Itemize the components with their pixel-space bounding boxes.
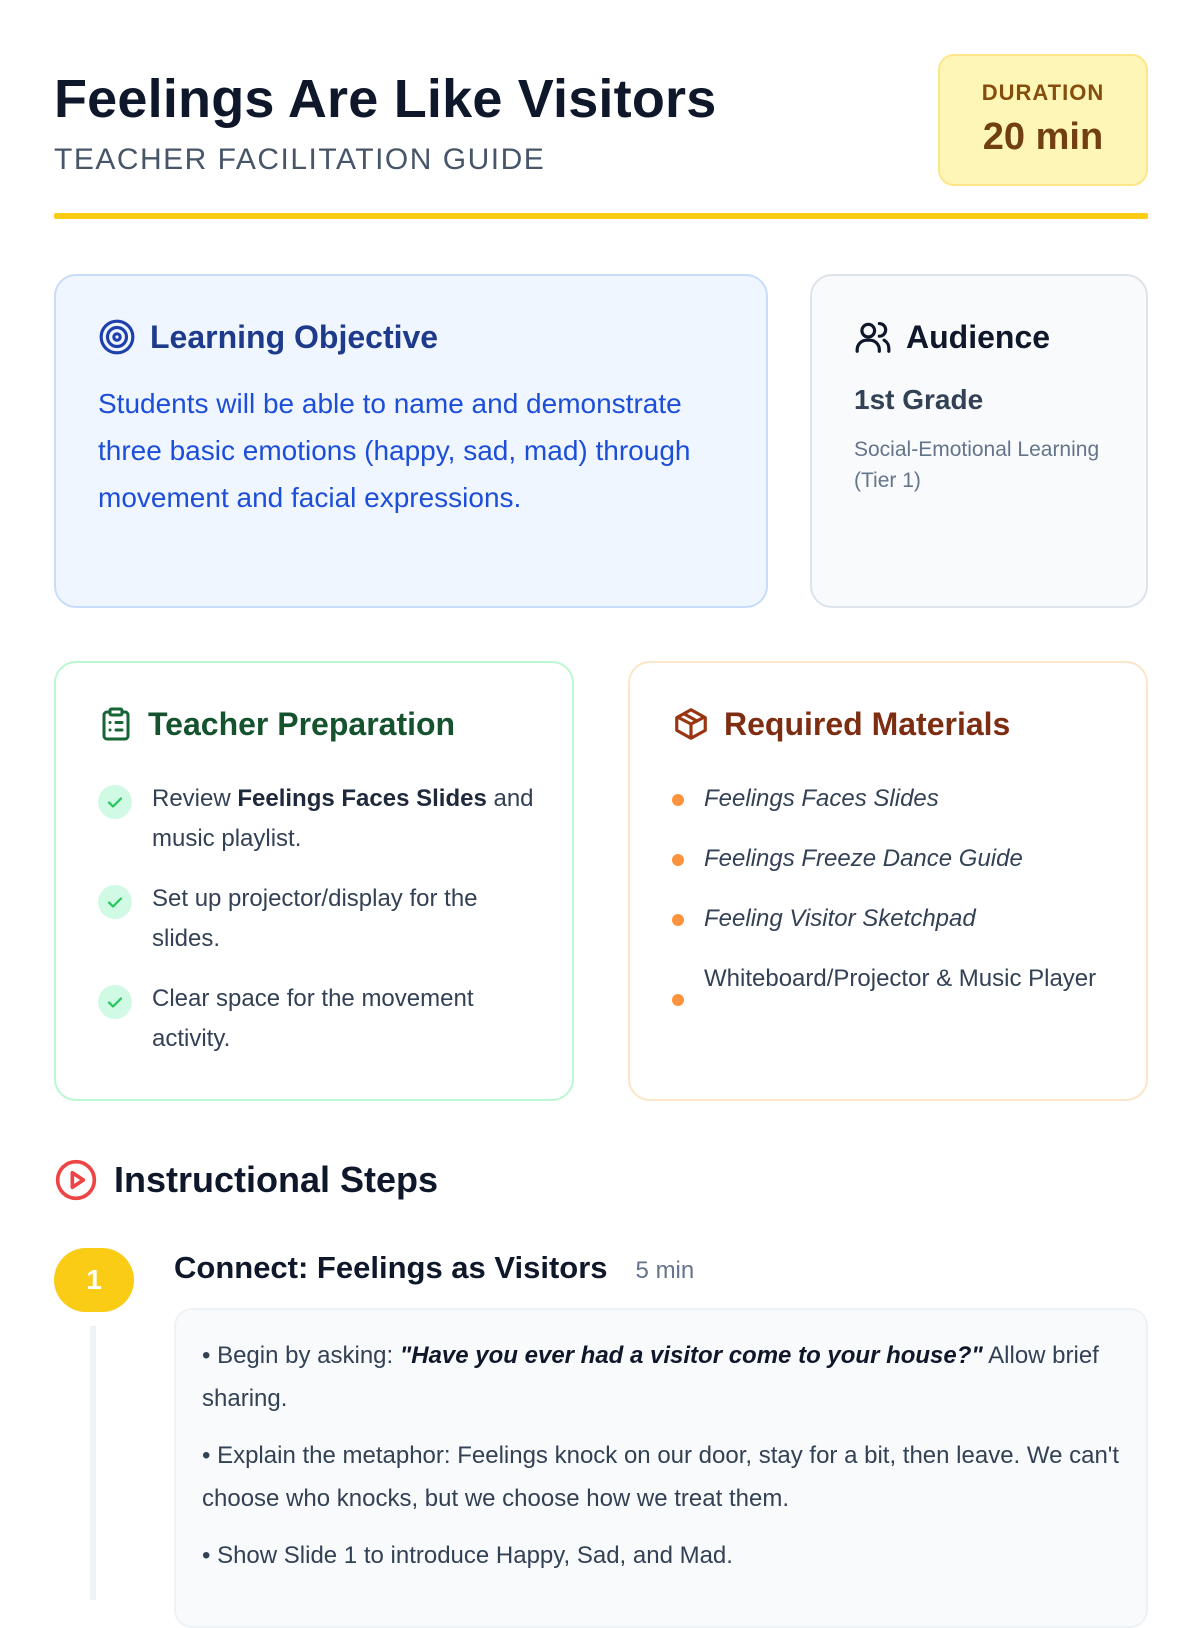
step-bullet-quote: "Have you ever had a visitor come to your house?" <box>399 1342 983 1369</box>
step-bullet <box>202 1334 1120 1420</box>
page-title: Feelings Are Like Visitors <box>54 69 717 129</box>
step-bullet <box>202 1534 1120 1577</box>
required-materials-title: Required Materials <box>724 705 1011 742</box>
preparation-item-text: Clear space for the movement activity. <box>152 985 474 1052</box>
materials-item <box>672 899 1112 939</box>
audience-header <box>854 318 1050 356</box>
audience-subtext: Social-Emotional Learning (Tier 1) <box>854 438 1100 492</box>
instructional-steps-header <box>54 1158 438 1202</box>
bullet-dot-icon <box>672 854 684 866</box>
step-bullet-text: • Begin by asking: <box>202 1342 400 1369</box>
clipboard-icon <box>98 705 134 743</box>
materials-item-text: Whiteboard/Projector & Music Player <box>704 965 1097 992</box>
teacher-preparation-title: Teacher Preparation <box>148 705 456 742</box>
preparation-item <box>98 779 538 859</box>
duration-value: 20 min <box>982 116 1104 158</box>
header-divider <box>54 213 1148 219</box>
step-header <box>174 1250 694 1286</box>
step-bullet-text: Allow brief sharing. <box>202 1342 1099 1412</box>
check-icon <box>98 785 132 819</box>
materials-list <box>672 779 1112 1019</box>
learning-objective-card <box>54 274 768 608</box>
required-materials-card <box>628 661 1148 1101</box>
package-icon <box>672 705 710 743</box>
duration-label: DURATION <box>981 80 1105 105</box>
target-icon <box>98 318 136 356</box>
preparation-item-text: and music playlist. <box>152 785 534 852</box>
preparation-item <box>98 979 538 1059</box>
materials-item <box>672 959 1112 999</box>
learning-objective-text: Students will be able to name and demonstrate three basic emotions (happy, sad, mad) through movement and facial expressions. <box>98 388 691 513</box>
required-materials-header <box>672 705 1010 743</box>
step-bullet-text: • Explain the metaphor: Feelings knock on our door, stay for a bit, then leave. We can't choose who knocks, but we choose how we treat them. <box>202 1442 1120 1512</box>
preparation-item-bold: Feelings Faces Slides <box>237 785 487 812</box>
page-subtitle: TEACHER FACILITATION GUIDE <box>54 143 546 176</box>
users-icon <box>854 318 892 356</box>
preparation-item-text: Set up projector/display for the slides. <box>152 885 478 952</box>
step-title: Connect: Feelings as Visitors <box>174 1250 608 1285</box>
step-timeline-line <box>90 1326 96 1600</box>
bullet-dot-icon <box>672 914 684 926</box>
step-content-box <box>174 1308 1148 1628</box>
bullet-dot-icon <box>672 994 684 1006</box>
preparation-item-text: Review <box>152 785 238 812</box>
instructional-steps-title: Instructional Steps <box>114 1159 439 1200</box>
materials-item <box>672 779 1112 819</box>
play-circle-icon <box>54 1158 98 1202</box>
materials-item <box>672 839 1112 879</box>
audience-grade: 1st Grade <box>854 384 984 415</box>
check-icon <box>98 885 132 919</box>
check-icon <box>98 985 132 1019</box>
duration-badge <box>938 54 1148 186</box>
step-bullet-text: • Show Slide 1 to introduce Happy, Sad, and Mad. <box>202 1542 733 1569</box>
learning-objective-title: Learning Objective <box>150 318 439 355</box>
teacher-preparation-card <box>54 661 574 1101</box>
materials-item-text: Feeling Visitor Sketchpad <box>704 905 976 932</box>
materials-item-text: Feelings Freeze Dance Guide <box>704 845 1023 872</box>
step-duration: 5 min <box>635 1257 695 1284</box>
teacher-preparation-header <box>98 705 455 743</box>
page-header <box>54 0 1148 222</box>
materials-item-text: Feelings Faces Slides <box>704 785 939 812</box>
audience-card <box>810 274 1148 608</box>
step-number-badge: 1 <box>54 1248 134 1312</box>
learning-objective-header <box>98 318 438 356</box>
preparation-item <box>98 879 538 959</box>
audience-title: Audience <box>906 318 1051 355</box>
bullet-dot-icon <box>672 794 684 806</box>
step-bullet <box>202 1434 1120 1520</box>
preparation-list <box>98 779 538 1079</box>
